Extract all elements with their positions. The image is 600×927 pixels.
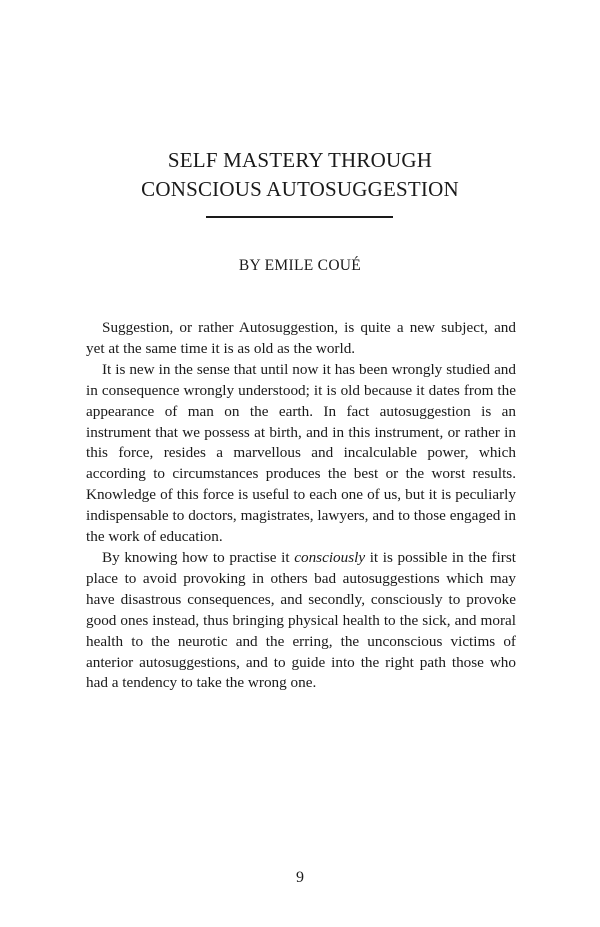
body-text: [86, 318, 516, 694]
paragraph-3-after: it is possible in the first place to avoid provoking in others bad autosuggestions which may have disastrous consequences, and secondly, consciously to provoke good ones instead, thus bringing physical health to the sick, and moral health to the neurotic and the erring, the unconscious victims of anterior autosuggestions, and to guide into the right path those who had a tendency to take the wrong one.: [86, 548, 516, 692]
chapter-title: [0, 146, 600, 204]
paragraph-1: Suggestion, or rather Autosuggestion, is quite a new subject, and yet at the same time it is as old as the world.: [86, 319, 516, 357]
title-divider: [206, 216, 393, 218]
chapter-title-line-2: CONSCIOUS AUTOSUGGESTION: [141, 177, 459, 201]
paragraph-3-emphasis: consciously: [294, 548, 366, 566]
page-number: 9: [296, 869, 304, 886]
paragraph-3-before: By knowing how to practise it: [102, 548, 295, 566]
paragraph-2: It is new in the sense that until now it has been wrongly studied and in consequence wrongly understood; it is old because it dates from the appearance of man on the earth. In fact autosuggestion is an instrument that we possess at birth, and in this instrument, or rather in this force, resides a marvellous and incalculable power, which according to circumstances produces the best or the worst results. Knowledge of this force is useful to each one of us, but it is peculiarly indispensable to doctors, magistrates, lawyers, and to those engaged in the work of education.: [86, 360, 516, 546]
chapter-title-line-1: SELF MASTERY THROUGH: [167, 148, 433, 172]
author-byline: BY EMILE COUÉ: [238, 257, 362, 274]
paragraph-3: [86, 548, 516, 694]
